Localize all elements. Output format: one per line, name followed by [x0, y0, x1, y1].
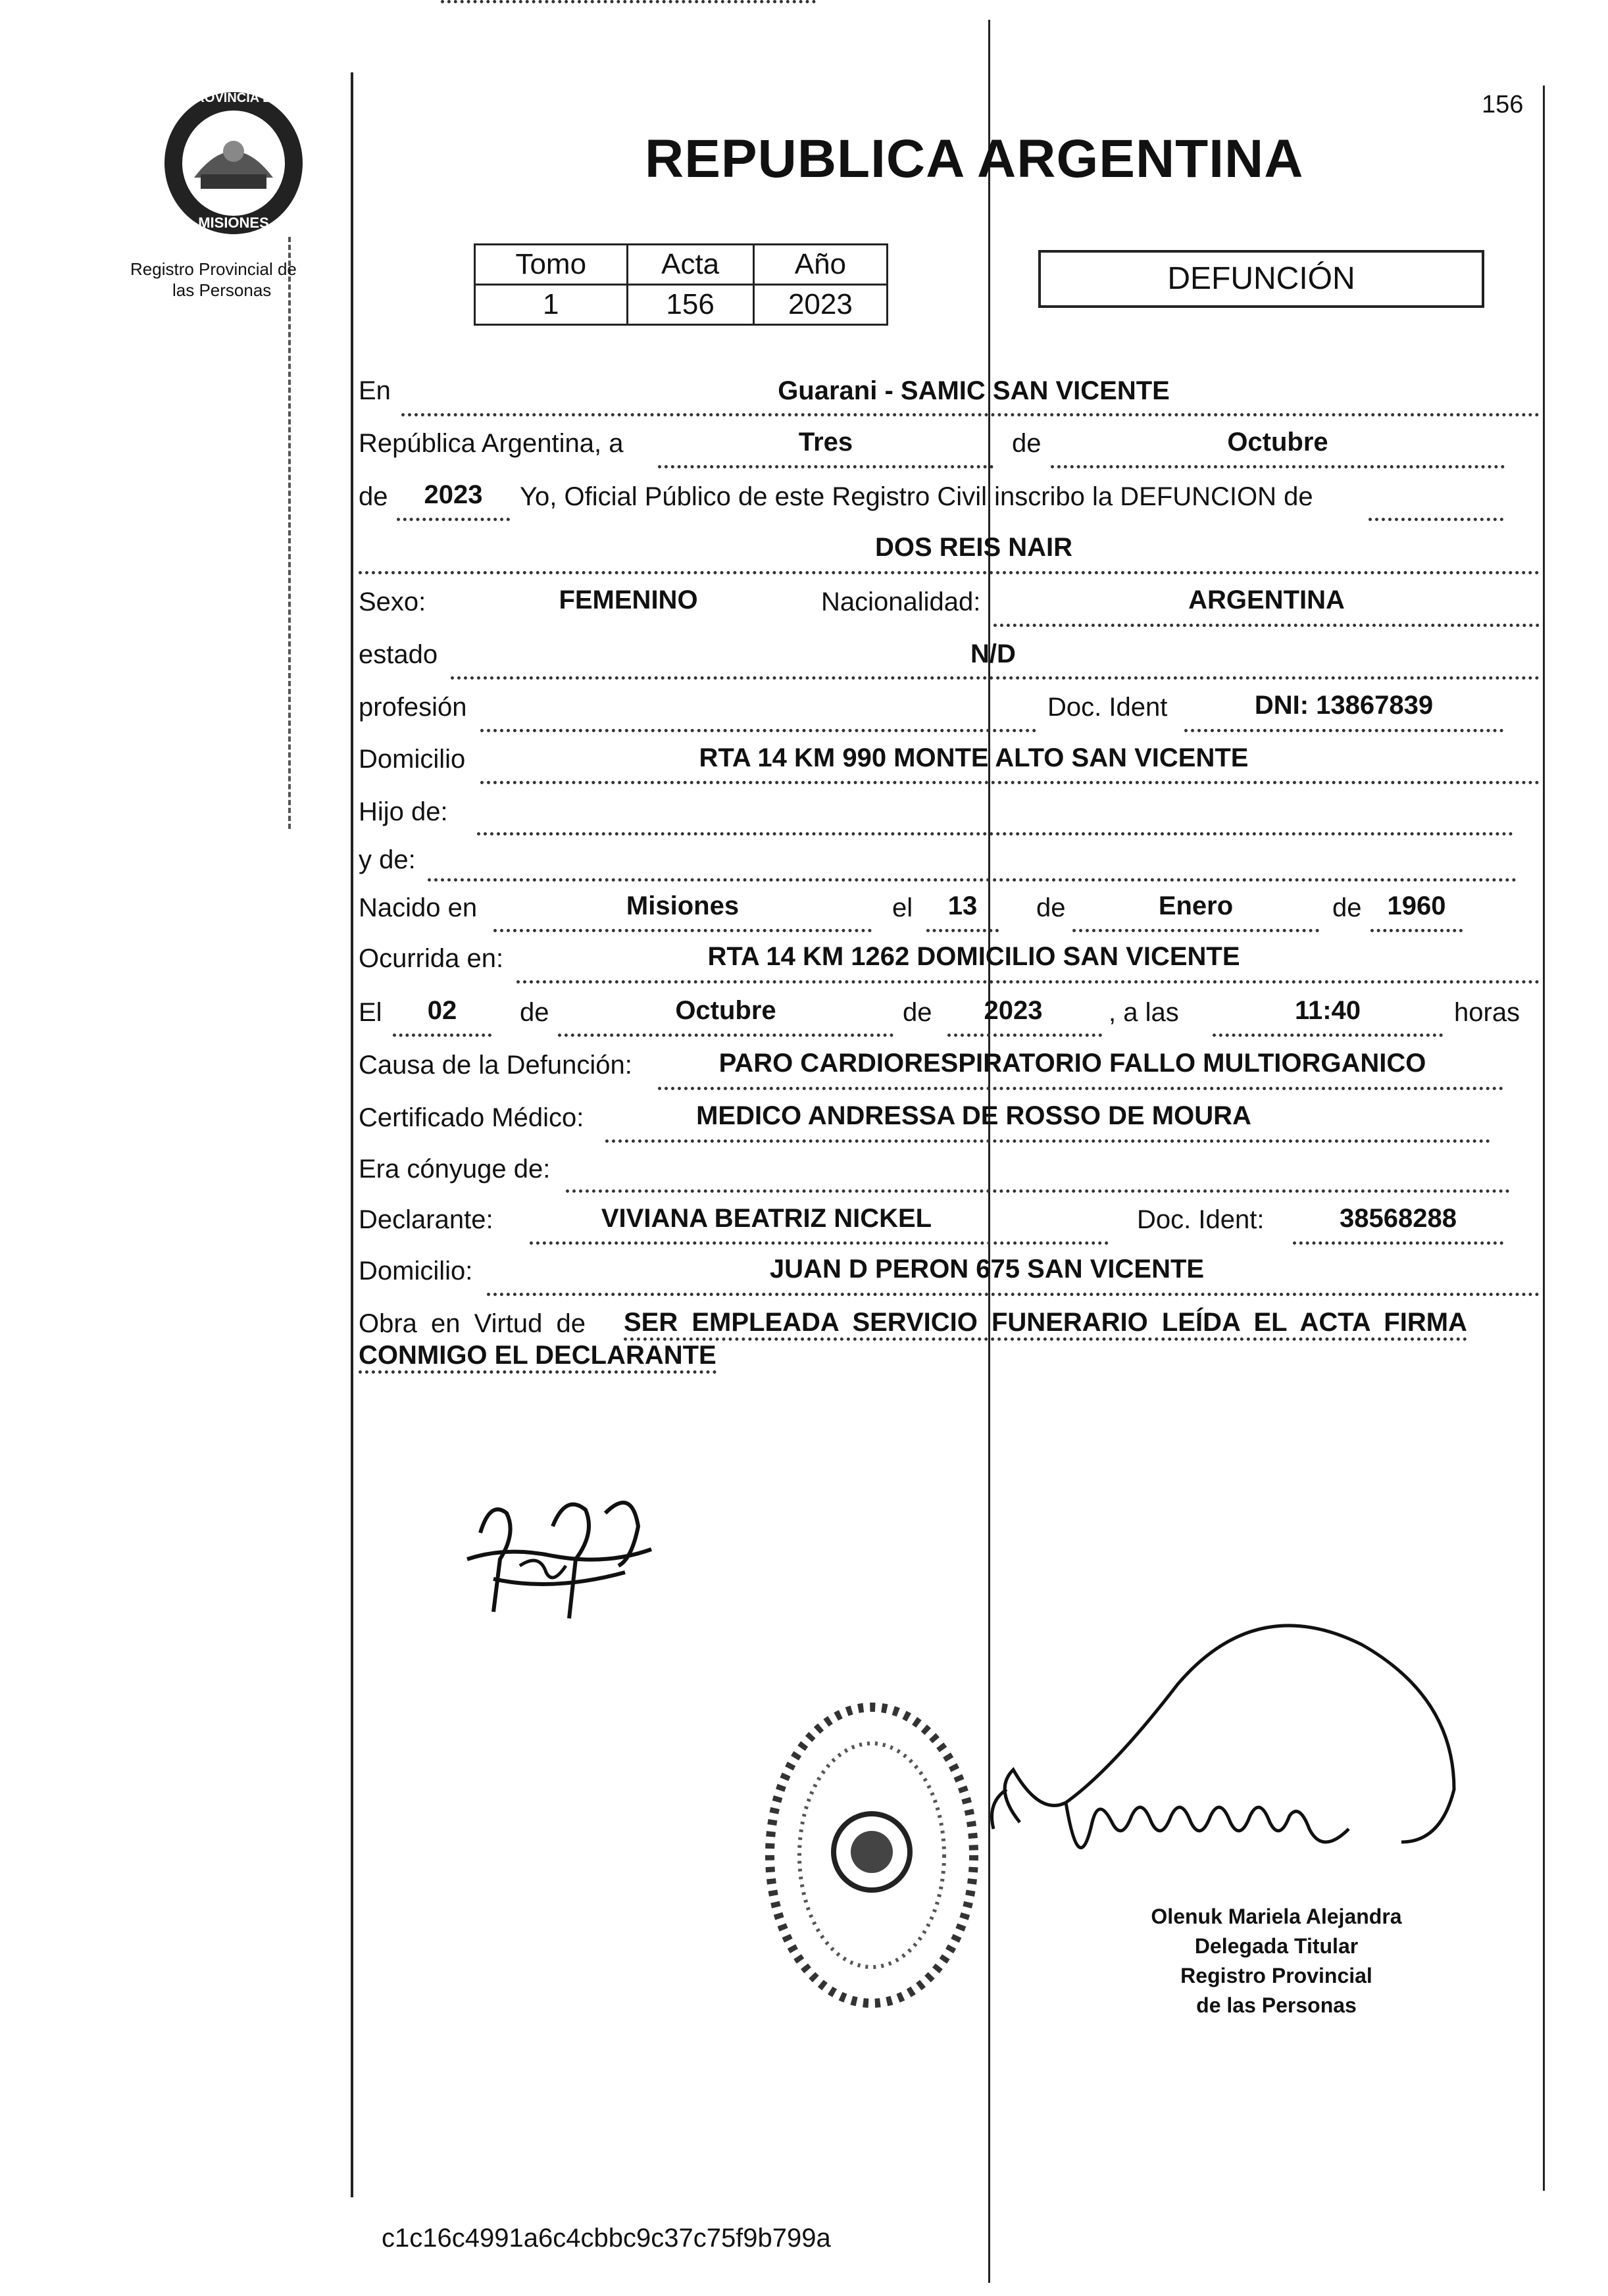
- certificado-value: MEDICO ANDRESSA DE ROSSO DE MOURA: [696, 1101, 1251, 1130]
- document-hash: c1c16c4991a6c4cbbc9c37c75f9b799a: [382, 2224, 831, 2253]
- declarante-value: VIVIANA BEATRIZ NICKEL: [601, 1204, 932, 1233]
- nacido-year-dotline: [1370, 929, 1463, 932]
- declarante-doc-value: 38568288: [1340, 1204, 1457, 1233]
- fecha-label: El: [359, 998, 382, 1027]
- official-signature: [980, 1605, 1480, 1914]
- certificado-dotline: [605, 1139, 1490, 1143]
- right-border-line: [1543, 86, 1545, 2191]
- doc-ident-value: DNI: 13867839: [1254, 691, 1434, 720]
- doc-type-label: DEFUNCIÓN: [1167, 261, 1355, 296]
- fecha-year-dotline: [947, 1034, 1102, 1037]
- page-number: 156: [1482, 91, 1524, 118]
- nacionalidad-value: ARGENTINA: [1188, 586, 1345, 614]
- tomo-value: 1: [475, 285, 628, 325]
- year-line-end-dotline: [1369, 518, 1503, 521]
- causa-dotline: [658, 1087, 1503, 1090]
- nacido-day: 13: [947, 891, 978, 920]
- fecha-horas: horas: [1454, 998, 1520, 1027]
- declarante-label: Declarante:: [359, 1205, 493, 1234]
- left-border-line: [351, 72, 353, 2197]
- official-org1: Registro Provincial: [1180, 1964, 1372, 1987]
- republica-de: de: [1012, 429, 1042, 458]
- doc-ident-label: Doc. Ident: [1047, 693, 1168, 722]
- declarante-doc-label: Doc. Ident:: [1137, 1205, 1265, 1234]
- republica-month: Octubre: [1227, 428, 1328, 457]
- nacionalidad-label: Nacionalidad:: [821, 587, 981, 616]
- year-line-de: de: [359, 482, 388, 511]
- ocurrida-dotline: [516, 980, 1540, 984]
- official-stamp: [760, 1697, 984, 2013]
- obra-label: Obra en Virtud de: [359, 1309, 586, 1338]
- domicilio2-dotline: [487, 1293, 1540, 1296]
- nacido-de2: de: [1332, 893, 1362, 922]
- nacido-el: el: [892, 893, 913, 922]
- ano-value: 2023: [753, 285, 887, 325]
- republica-month-dotline: [1051, 465, 1505, 468]
- document-title: REPUBLICA ARGENTINA: [645, 129, 1304, 189]
- republica-day-dotline: [658, 465, 993, 468]
- certificado-label: Certificado Médico:: [359, 1103, 584, 1132]
- causa-value: PARO CARDIORESPIRATORIO FALLO MULTIORGANICO: [718, 1049, 1426, 1078]
- fecha-time: 11:40: [1294, 996, 1361, 1025]
- registry-label-line1: Registro Provincial de: [130, 259, 297, 279]
- doc-type-box: [1038, 250, 1484, 308]
- fecha-alas: , a las: [1109, 998, 1179, 1027]
- sexo-label: Sexo:: [359, 587, 426, 616]
- obra-value-line1: SER EMPLEADA SERVICIO FUNERARIO LEÍDA EL ACTA FIRMA: [624, 1308, 1467, 1341]
- sexo-value: FEMENINO: [559, 586, 698, 614]
- en-label: En: [359, 376, 391, 405]
- fecha-month-dotline: [558, 1034, 893, 1037]
- domicilio2-label: Domicilio:: [359, 1257, 473, 1285]
- registry-label-line2: las Personas: [172, 280, 272, 300]
- sexo-dotline: [441, 0, 816, 3]
- en-value: Guarani - SAMIC SAN VICENTE: [778, 376, 1170, 405]
- nombre-dotline: [359, 571, 1540, 574]
- declarant-signature: [454, 1487, 665, 1625]
- en-dotline: [401, 413, 1540, 416]
- estado-label: estado: [359, 640, 438, 669]
- year-line-dotline: [397, 518, 510, 521]
- hijo-dotline: [477, 832, 1513, 836]
- declarante-dotline: [530, 1241, 1109, 1245]
- fecha-month: Octubre: [675, 996, 776, 1025]
- official-title: Delegada Titular: [1194, 1934, 1359, 1958]
- nacido-place-dotline: [493, 929, 872, 932]
- nacionalidad-dotline: [993, 624, 1540, 627]
- domicilio-dotline: [480, 781, 1540, 784]
- conyuge-dotline: [566, 1189, 1510, 1193]
- official-name: Olenuk Mariela Alejandra: [1151, 1905, 1402, 1928]
- nacido-month: Enero: [1158, 891, 1234, 920]
- nacido-de1: de: [1036, 893, 1066, 922]
- year-line-text: Yo, Oficial Público de este Registro Civil inscribo la DEFUNCION de: [520, 482, 1313, 511]
- domicilio-value: RTA 14 KM 990 MONTE ALTO SAN VICENTE: [699, 743, 1249, 772]
- seal-text-bottom: MISIONES: [198, 214, 269, 231]
- tomo-header: Tomo: [475, 245, 628, 285]
- center-fold-line: [988, 20, 990, 2283]
- domicilio2-value: JUAN D PERON 675 SAN VICENTE: [769, 1255, 1205, 1284]
- causa-label: Causa de la Defunción:: [359, 1051, 632, 1080]
- year-line-year: 2023: [424, 480, 483, 509]
- profesion-dotline: [480, 729, 1036, 732]
- ocurrida-label: Ocurrida en:: [359, 944, 504, 973]
- profesion-label: profesión: [359, 693, 467, 722]
- fecha-time-dotline: [1213, 1034, 1443, 1037]
- ocurrida-value: RTA 14 KM 1262 DOMICILIO SAN VICENTE: [707, 942, 1240, 971]
- hijo-label: Hijo de:: [359, 797, 448, 826]
- fecha-day: 02: [427, 996, 457, 1025]
- fecha-day-dotline: [393, 1034, 491, 1037]
- republica-day: Tres: [798, 428, 853, 457]
- yde-dotline: [428, 878, 1517, 882]
- ano-header: Año: [753, 245, 887, 285]
- nacido-label: Nacido en: [359, 893, 478, 922]
- nacido-place: Misiones: [626, 891, 740, 920]
- estado-dotline: [451, 676, 1540, 680]
- nacido-month-dotline: [1072, 929, 1319, 932]
- estado-value: N/D: [970, 639, 1016, 668]
- fecha-year: 2023: [984, 996, 1043, 1025]
- doc-ident-dotline: [1184, 729, 1503, 732]
- declarante-doc-dotline: [1293, 1241, 1503, 1245]
- acta-value: 156: [627, 285, 753, 325]
- conyuge-label: Era cónyuge de:: [359, 1155, 551, 1184]
- reference-table: [474, 243, 888, 326]
- republica-label: República Argentina, a: [359, 429, 624, 458]
- deceased-name: DOS REIS NAIR: [874, 533, 1073, 562]
- official-org2: de las Personas: [1196, 1993, 1357, 2017]
- acta-header: Acta: [627, 245, 753, 285]
- margin-dashes: [288, 237, 291, 829]
- fecha-de2: de: [903, 998, 932, 1027]
- domicilio-label: Domicilio: [359, 745, 466, 774]
- province-seal: [158, 86, 309, 237]
- seal-text-top: PROVINCIA DE: [186, 91, 281, 105]
- yde-label: y de:: [359, 845, 416, 874]
- nacido-day-dotline: [926, 929, 999, 932]
- obra-value-line2: CONMIGO EL DECLARANTE: [359, 1341, 716, 1374]
- nacido-year: 1960: [1387, 891, 1446, 920]
- fecha-de1: de: [520, 998, 549, 1027]
